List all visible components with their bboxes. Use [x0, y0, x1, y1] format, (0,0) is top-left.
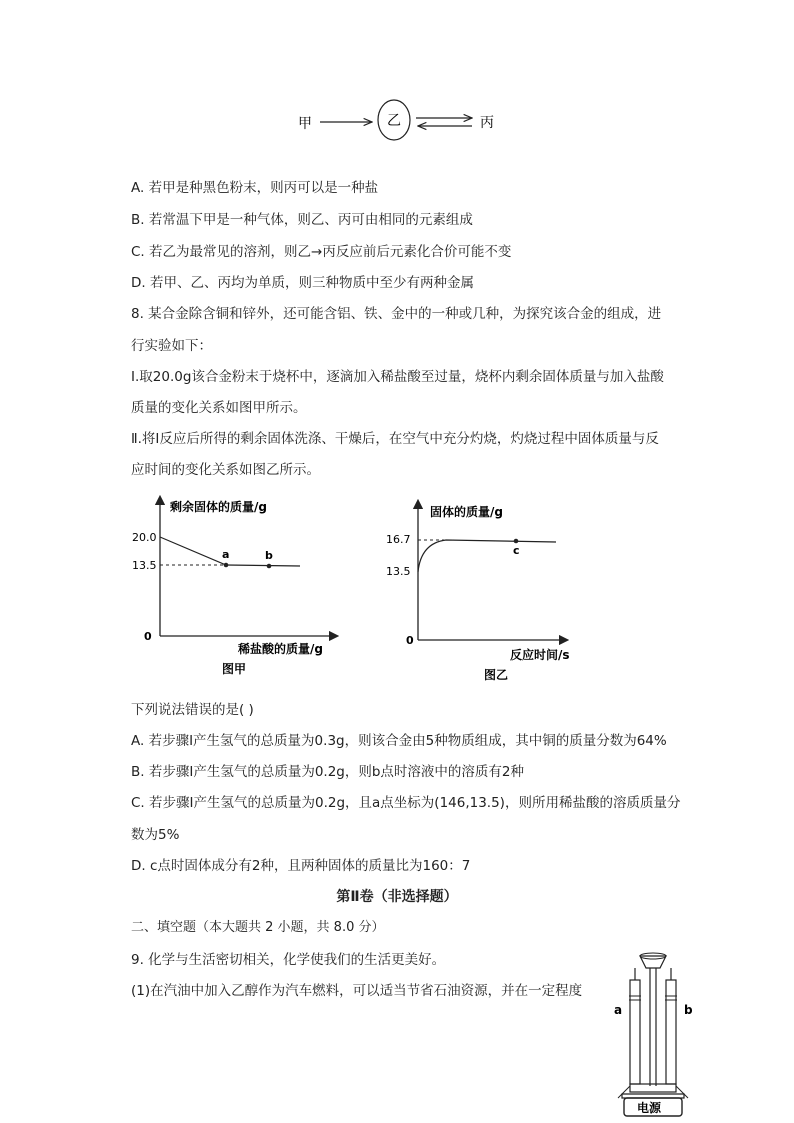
apparatus-power: 电源: [637, 1101, 662, 1115]
q7-option-c: C. 若乙为最常见的溶剂，则乙→丙反应前后元素化合价可能不变: [131, 244, 512, 260]
q7-option-a: A. 若甲是种黑色粉末，则丙可以是一种盐: [131, 180, 379, 196]
chart-jia-point-a: [224, 563, 229, 568]
electrolysis-apparatus: [608, 948, 708, 1118]
q8-stem-1: 8. 某合金除含铜和锌外，还可能含铝、铁、金中的一种或几种，为探究该合金的组成，进: [131, 306, 662, 322]
chart-jia-label-b: b: [265, 549, 273, 562]
q9-stem: 9. 化学与生活密切相关，化学使我们的生活更美好。: [131, 952, 446, 968]
q8-option-d: D. c点时固体成分有2种，且两种固体的质量比为160：7: [131, 858, 471, 874]
chart-jia: [132, 492, 360, 682]
q9-sub1: (1)在汽油中加入乙醇作为汽车燃料，可以适当节省石油资源，并在一定程度: [131, 983, 583, 999]
chart-yi-point-c: [514, 539, 519, 544]
section-part: 二、填空题（本大题共 2 小题，共 8.0 分）: [131, 920, 385, 935]
apparatus-label-b: b: [684, 1003, 693, 1017]
chart-yi-label-c: c: [513, 544, 520, 557]
chart-jia-point-b: [267, 564, 272, 569]
chart-yi: [368, 496, 568, 686]
chart-yi-ytick-13: 13.5: [386, 565, 411, 578]
q8-question: 下列说法错误的是( ): [131, 702, 254, 718]
chart-yi-xlabel: 反应时间/s: [510, 648, 570, 662]
q8-step1-2: 质量的变化关系如图甲所示。: [131, 400, 307, 416]
chart-jia-ytick-20: 20.0: [132, 531, 157, 544]
chart-jia-title: 图甲: [222, 662, 247, 676]
diagram-bing: 丙: [480, 115, 494, 131]
q7-option-d: D. 若甲、乙、丙均为单质，则三种物质中至少有两种金属: [131, 275, 474, 291]
q8-step1-1: Ⅰ.取20.0g该合金粉末于烧杯中，逐滴加入稀盐酸至过量，烧杯内剩余固体质量与加入盐酸: [131, 369, 664, 385]
q7-option-b: B. 若常温下甲是一种气体，则乙、丙可由相同的元素组成: [131, 212, 473, 228]
chart-yi-ytick-16: 16.7: [386, 533, 411, 546]
chart-jia-label-a: a: [222, 548, 230, 561]
q8-stem-2: 行实验如下：: [131, 338, 212, 354]
q8-option-c-2: 数为5%: [131, 827, 180, 843]
q8-step2-1: Ⅱ.将Ⅰ反应后所得的剩余固体洗涤、干燥后，在空气中充分灼烧，灼烧过程中固体质量与反: [131, 431, 659, 447]
diagram-jia: 甲: [298, 116, 312, 132]
chart-jia-ylabel: 剩余固体的质量/g: [170, 500, 267, 514]
chart-yi-origin: 0: [406, 634, 414, 647]
q8-option-b: B. 若步骤Ⅰ产生氢气的总质量为0.2g，则b点时溶液中的溶质有2种: [131, 764, 525, 780]
section-title: 第Ⅱ卷（非选择题）: [336, 889, 458, 905]
chart-jia-origin: 0: [144, 630, 152, 643]
diagram-yi: 乙: [387, 113, 401, 129]
chart-jia-ytick-13: 13.5: [132, 559, 157, 572]
q8-option-a: A. 若步骤Ⅰ产生氢气的总质量为0.3g，则该合金由5种物质组成，其中铜的质量分数为64%: [131, 733, 667, 749]
chart-yi-ylabel: 固体的质量/g: [430, 505, 503, 519]
chart-yi-curve: [418, 540, 556, 572]
chart-jia-xlabel: 稀盐酸的质量/g: [238, 642, 323, 656]
chart-yi-title: 图乙: [484, 668, 509, 682]
q8-step2-2: 应时间的变化关系如图乙所示。: [131, 462, 320, 478]
apparatus-label-a: a: [614, 1003, 623, 1017]
chart-jia-curve: [160, 537, 300, 566]
q8-option-c-1: C. 若步骤Ⅰ产生氢气的总质量为0.2g，且a点坐标为(146,13.5)，则所用稀盐酸的溶质质量分: [131, 795, 681, 811]
reaction-diagram: [290, 98, 510, 144]
